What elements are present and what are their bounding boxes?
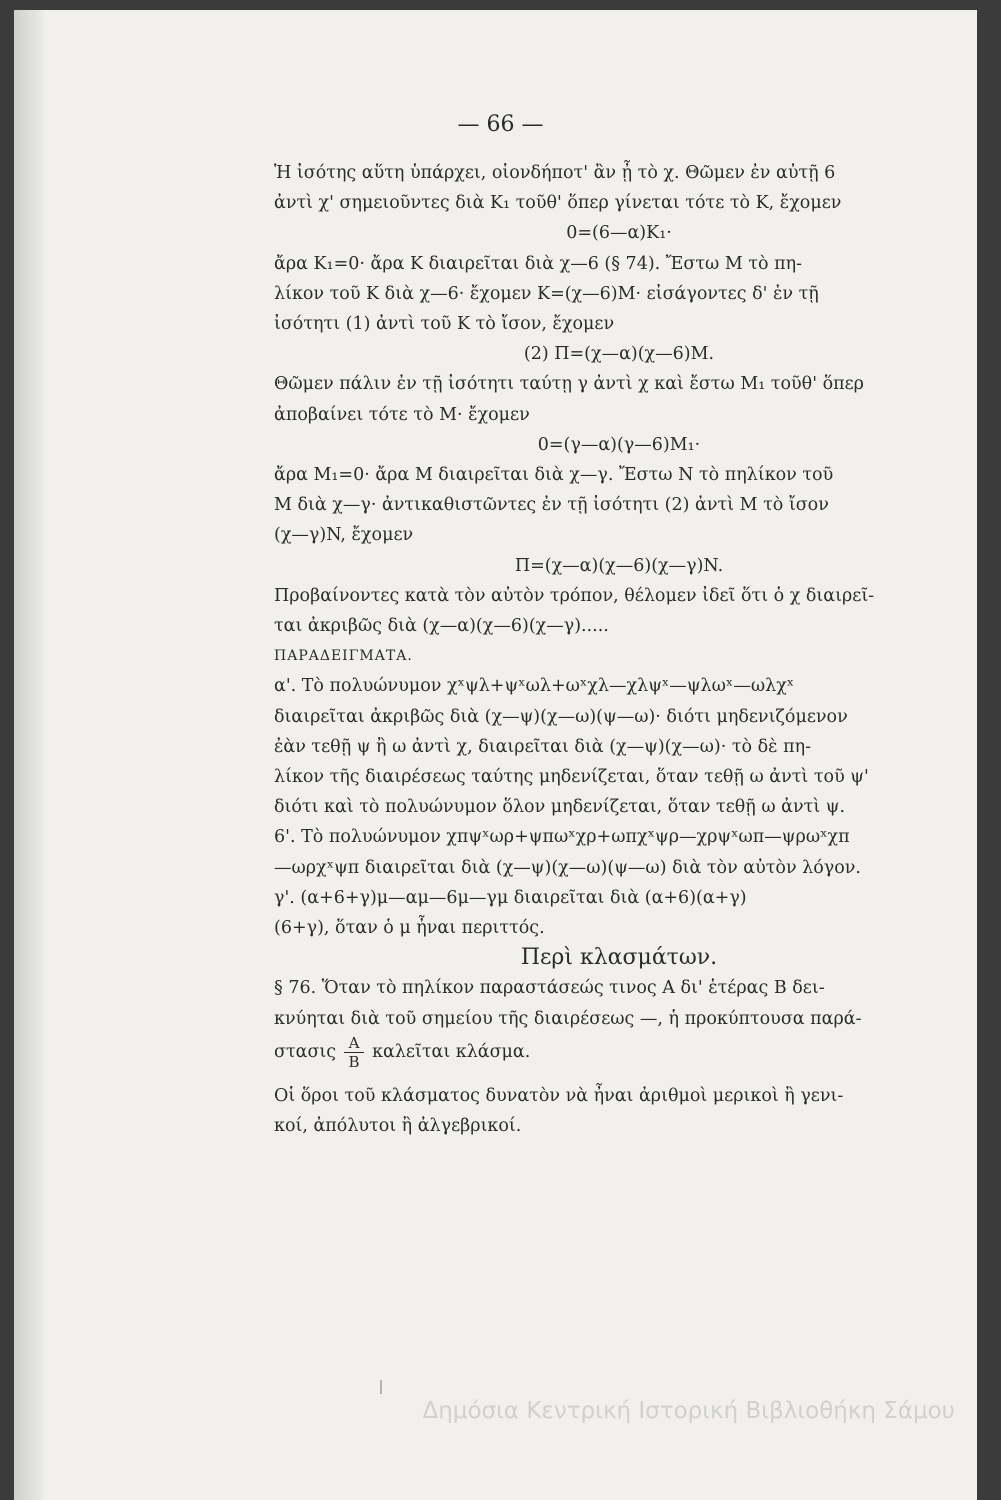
text-line: ἄρα M₁=0· ἄρα M διαιρεῖται διὰ χ—γ. Ἔστω N τὸ πηλίκον τοῦ xyxy=(274,465,834,486)
text-line: γ'. (α+6+γ)μ—αμ—6μ—γμ διαιρεῖται διὰ (α+6)(α+γ) xyxy=(274,887,747,908)
text-line: ἰσότητι (1) ἀντὶ τοῦ K τὸ ἴσον, ἔχομεν xyxy=(274,314,615,335)
fraction-numerator: A xyxy=(348,1033,360,1052)
page-gutter-shadow xyxy=(14,10,44,1500)
page-body xyxy=(274,158,964,1141)
fraction-suffix: καλεῖται κλάσμα. xyxy=(372,1042,531,1063)
text-line: Προβαίνοντες κατὰ τὸν αὐτὸν τρόπον, θέλομεν ἰδεῖ ὅτι ὁ χ διαιρεῖ- xyxy=(274,585,875,606)
text-line: Ἡ ἰσότης αὕτη ὑπάρχει, οἱονδήποτ' ἂν ᾖ τὸ χ. Θῶμεν ἐν αὐτῇ 6 xyxy=(274,163,836,183)
page-number: — 66 — xyxy=(457,112,544,137)
equation: 0=(γ—α)(γ—6)M₁· xyxy=(537,434,701,455)
text-line: M διὰ χ—γ· ἀντικαθιστῶντες ἐν τῇ ἰσότητι (2) ἀντὶ M τὸ ἴσον xyxy=(274,495,829,516)
text-line: ἀντὶ χ' σημειοῦντες διὰ K₁ τοῦθ' ὅπερ γίνεται τότε τὸ K, ἔχομεν xyxy=(274,193,842,214)
text-line: λίκον τῆς διαιρέσεως ταύτης μηδενίζεται, ὅταν τεθῇ ω ἀντὶ τοῦ ψ' xyxy=(274,767,869,788)
text-line: κοί, ἀπόλυτοι ἢ ἀλγεβρικοί. xyxy=(274,1116,522,1137)
text-line: λίκον τοῦ K διὰ χ—6· ἔχομεν K=(χ—6)M· εἰσάγοντες δ' ἐν τῇ xyxy=(274,283,819,304)
equation: 0=(6—α)K₁· xyxy=(566,223,672,244)
text-line: (χ—γ)N, ἔχομεν xyxy=(274,525,414,546)
text-line: ἀποβαίνει τότε τὸ M· ἔχομεν xyxy=(274,404,530,425)
paper-mark xyxy=(380,1380,382,1394)
library-watermark: Δημόσια Κεντρική Ιστορική Βιβλιοθήκη Σάμου xyxy=(422,1398,955,1424)
text-line: (6+γ), ὅταν ὁ μ ἦναι περιττός. xyxy=(274,918,545,939)
text-line: —ωρχˣψπ διαιρεῖται διὰ (χ—ψ)(χ—ω)(ψ—ω) διὰ τὸν αὐτὸν λόγον. xyxy=(274,857,861,878)
text-line: διότι καὶ τὸ πολυώνυμον ὅλον μηδενίζεται, ὅταν τεθῇ ω ἀντὶ ψ. xyxy=(274,797,846,818)
text-line: 6'. Τὸ πολυώνυμον χπψˣωρ+ψπωˣχρ+ωπχˣψρ—χρψˣωπ—ψρωˣχπ xyxy=(274,827,850,848)
equation: (2) Π=(χ—α)(χ—6)M. xyxy=(523,344,715,365)
section-title: Περὶ κλασμάτων. xyxy=(520,945,718,971)
text-line: ται ἀκριβῶς διὰ (χ—α)(χ—6)(χ—γ)..... xyxy=(274,616,609,637)
fraction-prefix: στασις xyxy=(274,1042,337,1063)
fraction-denominator: B xyxy=(348,1052,360,1071)
text-line: ἐὰν τεθῇ ψ ἢ ω ἀντὶ χ, διαιρεῖται διὰ (χ—ψ)(χ—ω)· τὸ δὲ πη- xyxy=(274,736,811,757)
text-line: κνύηται διὰ τοῦ σημείου τῆς διαιρέσεως —, ἡ προκύπτουσα παρά- xyxy=(274,1008,862,1029)
fraction-line xyxy=(274,1034,964,1071)
text-line: Οἱ ὅροι τοῦ κλάσματος δυνατὸν νὰ ἦναι ἀριθμοὶ μερικοὶ ἢ γενι- xyxy=(274,1085,844,1106)
equation: Π=(χ—α)(χ—6)(χ—γ)N. xyxy=(514,555,724,576)
text-line: α'. Τὸ πολυώνυμον χˣψλ+ψˣωλ+ωˣχλ—χλψˣ—ψλωˣ—ωλχˣ xyxy=(274,676,795,697)
text-line: Θῶμεν πάλιν ἐν τῇ ἰσότητι ταύτῃ γ ἀντὶ χ καὶ ἔστω M₁ τοῦθ' ὅπερ xyxy=(274,374,864,395)
examples-heading: ΠΑΡΑΔΕΙΓΜΑΤΑ. xyxy=(274,648,413,665)
text-line: § 76. Ὅταν τὸ πηλίκον παραστάσεώς τινος A δι' ἑτέρας B δει- xyxy=(274,978,825,999)
text-line: διαιρεῖται ἀκριβῶς διὰ (χ—ψ)(χ—ω)(ψ—ω)· διότι μηδενιζόμενον xyxy=(274,706,848,727)
fraction xyxy=(344,1034,364,1071)
text-line: ἄρα K₁=0· ἄρα K διαιρεῖται διὰ χ—6 (§ 74). Ἔστω M τὸ πη- xyxy=(274,253,803,274)
